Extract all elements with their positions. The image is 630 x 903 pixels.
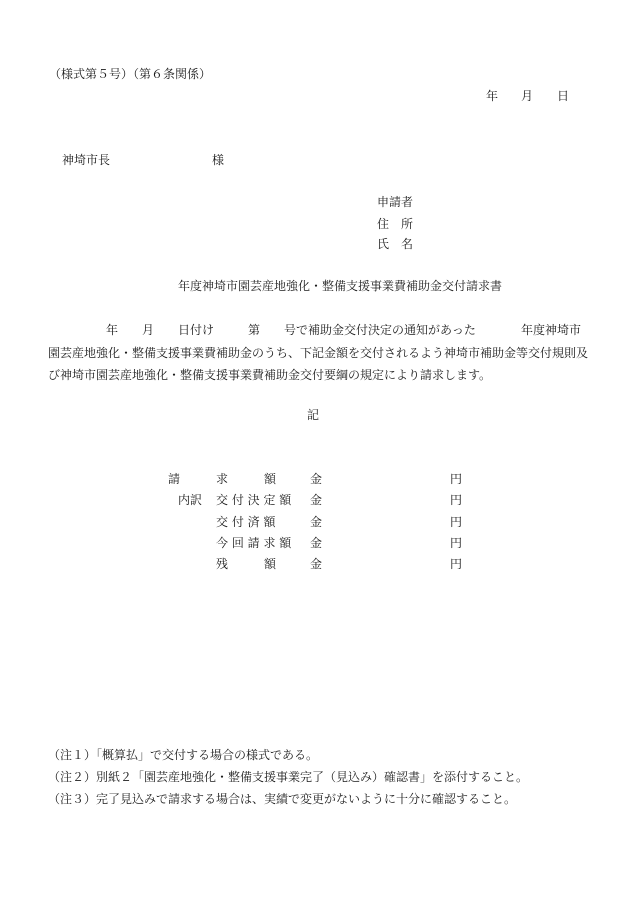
remaining-amount-kin: 金 (310, 557, 323, 571)
addressee-mayor: 神埼市長 (62, 153, 111, 167)
remaining-amount-label: 残 額 (216, 557, 277, 571)
breakdown-label: 内訳 (178, 493, 203, 507)
date-year: 年 (486, 89, 499, 103)
note-3: （注３）完了見込みで請求する場合は、実績で変更がないように十分に確認すること。 (48, 792, 517, 806)
decided-amount-label: 交 付 決 定 額 (216, 493, 292, 507)
body-day: 日付け (178, 323, 215, 337)
note-2: （注２）別紙２「園芸産地強化・整備支援事業完了（見込み）確認書」を添付すること。 (48, 770, 529, 784)
body-month: 月 (142, 323, 155, 337)
paid-amount-kin: 金 (310, 515, 323, 529)
current-request-yen: 円 (450, 536, 463, 550)
applicant-label: 申請者 (377, 195, 414, 209)
body-dai: 第 (248, 323, 261, 337)
request-amount-yen: 円 (450, 472, 463, 486)
paid-amount-yen: 円 (450, 515, 463, 529)
current-request-label: 今 回 請 求 額 (216, 536, 292, 550)
form-number: （様式第５号）（第６条関係） (49, 67, 212, 81)
request-amount-kin: 金 (310, 472, 323, 486)
date-month: 月 (521, 89, 534, 103)
date-day: 日 (557, 89, 570, 103)
applicant-address: 住 所 (377, 217, 414, 231)
body-fiscal-year: 年度神埼市 (521, 323, 582, 337)
body-notice: 号で補助金交付決定の通知があった (284, 323, 476, 337)
ki-heading: 記 (307, 408, 320, 422)
decided-amount-kin: 金 (310, 493, 323, 507)
body-line-2: 園芸産地強化・整備支援事業費補助金のうち、下記金額を交付されるよう神埼市補助金等交付規則及 (48, 346, 589, 360)
document-title: 年度神埼市園芸産地強化・整備支援事業費補助金交付請求書 (178, 279, 503, 293)
paid-amount-label: 交 付 済 額 (216, 515, 276, 529)
addressee-sama: 様 (212, 153, 225, 167)
note-1: （注１）「概算払」で交付する場合の様式である。 (48, 748, 319, 762)
remaining-amount-yen: 円 (450, 557, 463, 571)
body-line-3: び神埼市園芸産地強化・整備支援事業費補助金交付要綱の規定により請求します。 (48, 368, 492, 382)
body-year: 年 (106, 323, 119, 337)
applicant-name: 氏 名 (377, 237, 414, 251)
current-request-kin: 金 (310, 536, 323, 550)
decided-amount-yen: 円 (450, 493, 463, 507)
request-amount-label: 請 求 額 (168, 472, 277, 486)
